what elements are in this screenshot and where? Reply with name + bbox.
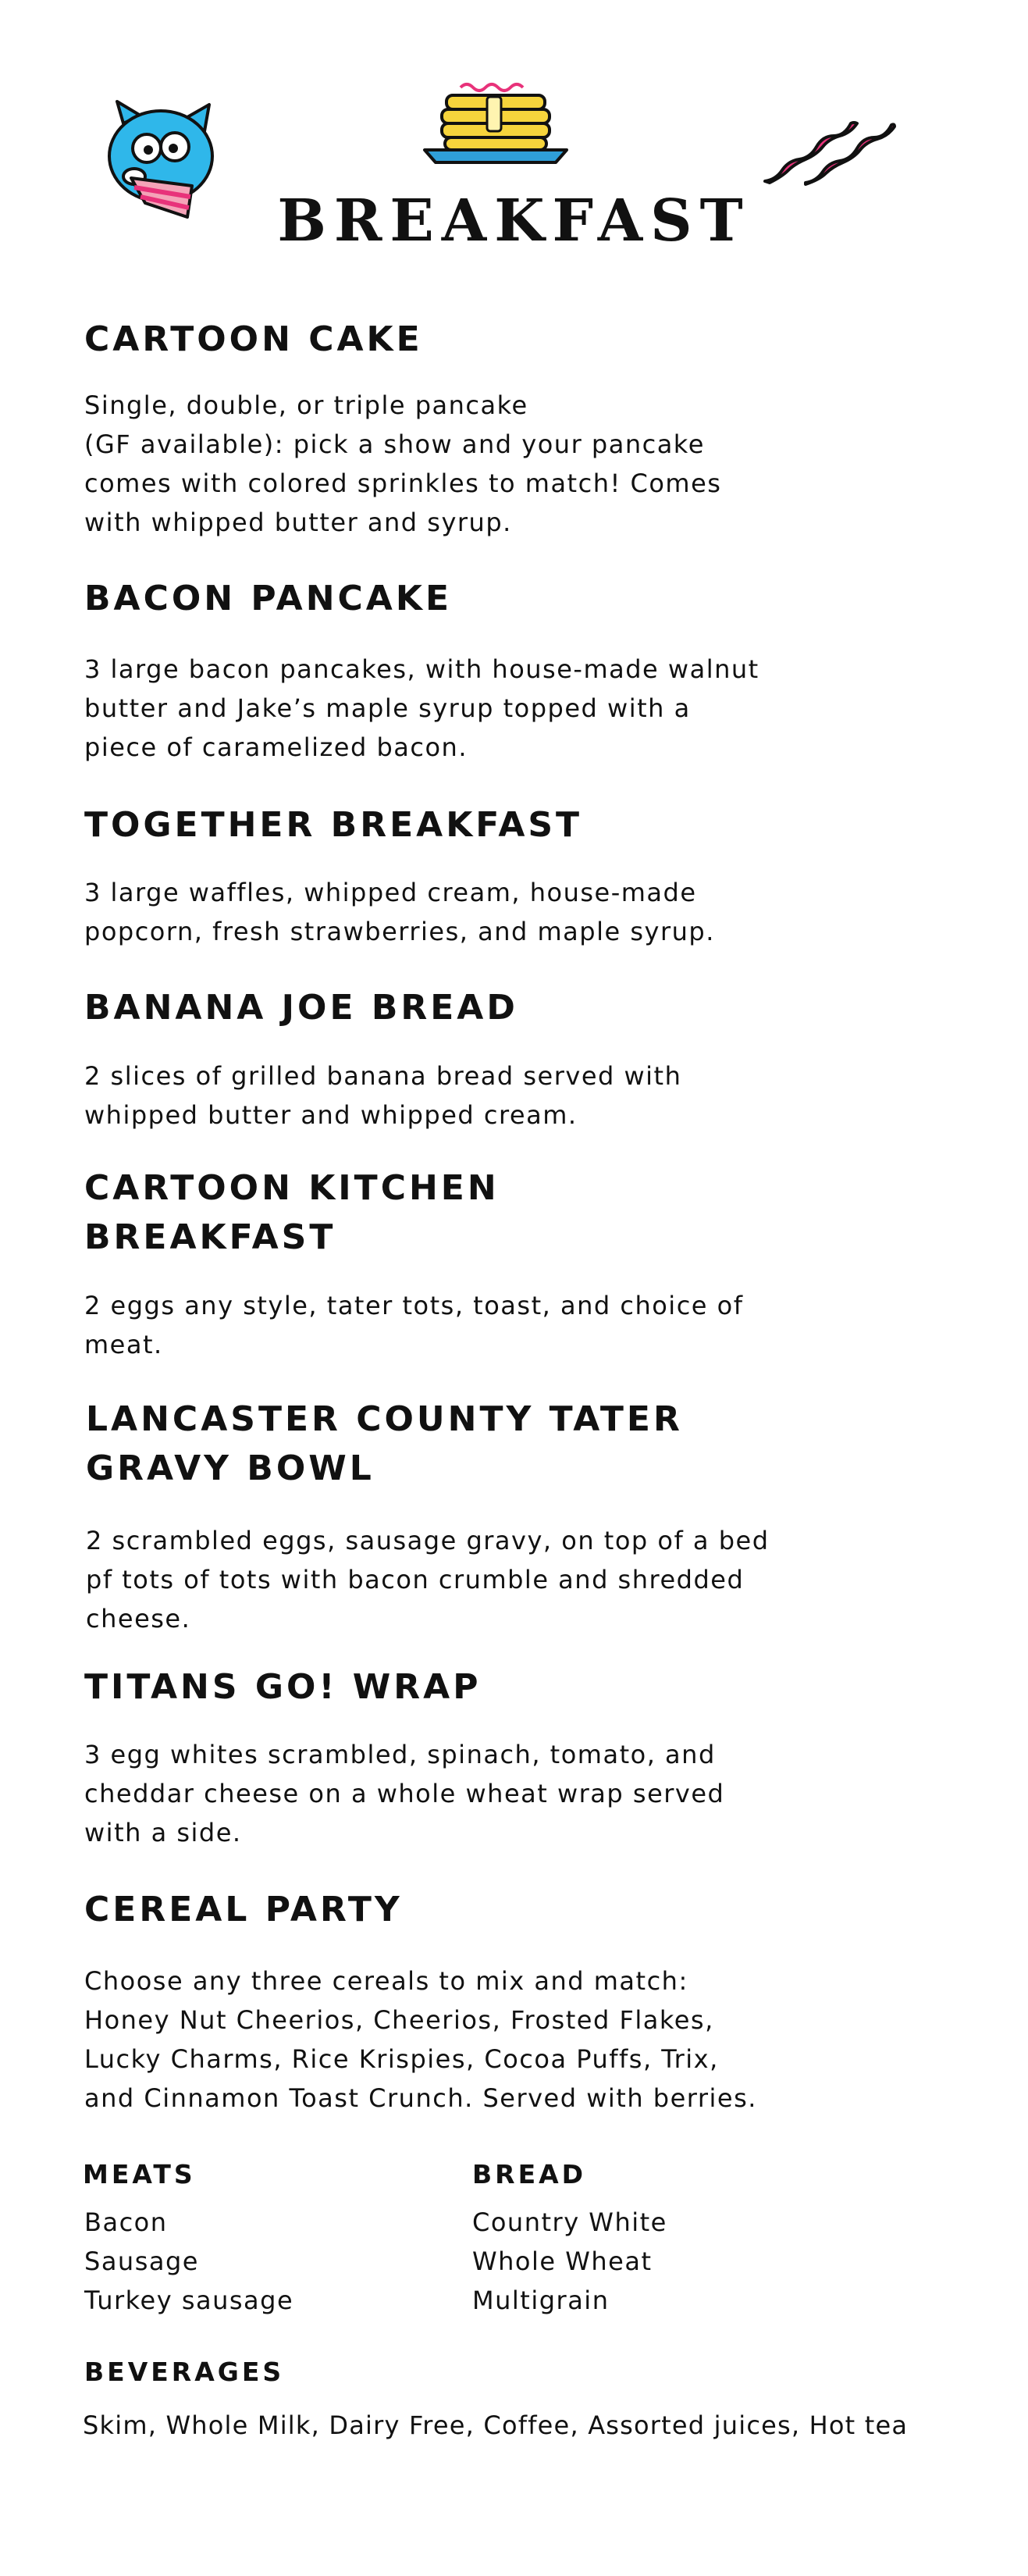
item-title: BANANA JOE BREAD: [84, 988, 518, 1028]
item-description: Choose any three cereals to mix and match: Honey Nut Cheerios, Cheerios, Frosted Flakes, Lucky Charms, Rice Krispies, Cocoa Puffs, Trix, and Cinnamon Toast Crunch. Served with berries.: [84, 1966, 757, 2113]
beverages-heading: BEVERAGES: [84, 2357, 285, 2387]
beverages-list: Skim, Whole Milk, Dairy Free, Coffee, Assorted juices, Hot tea: [83, 2410, 909, 2440]
item-title: CARTOON CAKE: [84, 319, 423, 359]
list-item: Country White: [472, 2207, 667, 2237]
item-title: CARTOON KITCHEN BREAKFAST: [84, 1168, 500, 1257]
item-description: 2 eggs any style, tater tots, toast, and choice of meat.: [84, 1291, 744, 1359]
list-item: Sausage: [84, 2246, 199, 2276]
list-item: Whole Wheat: [472, 2246, 653, 2276]
bread-list: [472, 2203, 667, 2320]
item-description: 2 slices of grilled banana bread served with whipped butter and whipped cream.: [84, 1061, 682, 1130]
page-title: BREAKFAST: [277, 187, 751, 255]
item-title: TITANS GO! WRAP: [84, 1667, 482, 1707]
item-description: 3 large bacon pancakes, with house-made walnut butter and Jake’s maple syrup topped with a piece of caramelized bacon.: [84, 654, 759, 762]
pancake-stack-icon: [422, 78, 570, 168]
meats-heading: MEATS: [83, 2159, 196, 2189]
item-description: 3 egg whites scrambled, spinach, tomato, and cheddar cheese on a whole wheat wrap served with a side.: [84, 1740, 725, 1847]
item-title: LANCASTER COUNTY TATER GRAVY BOWL: [86, 1399, 683, 1488]
bread-heading: BREAD: [472, 2159, 587, 2189]
list-item: Bacon: [84, 2207, 168, 2237]
item-title: CEREAL PARTY: [84, 1890, 403, 1929]
item-description: Single, double, or triple pancake (GF available): pick a show and your pancake comes with colored sprinkles to match! Comes with whipped butter and syrup.: [84, 390, 722, 537]
item-title: BACON PANCAKE: [84, 579, 453, 618]
item-description: 3 large waffles, whipped cream, house-made popcorn, fresh strawberries, and maple syrup.: [84, 878, 715, 946]
list-item: Turkey sausage: [84, 2286, 294, 2315]
item-title: TOGETHER BREAKFAST: [84, 805, 583, 845]
list-item: Multigrain: [472, 2286, 610, 2315]
meats-list: [84, 2203, 293, 2320]
item-description: 2 scrambled eggs, sausage gravy, on top of a bed pf tots of tots with bacon crumble and shredded cheese.: [86, 1526, 770, 1634]
bacon-strips-icon: [762, 117, 896, 187]
